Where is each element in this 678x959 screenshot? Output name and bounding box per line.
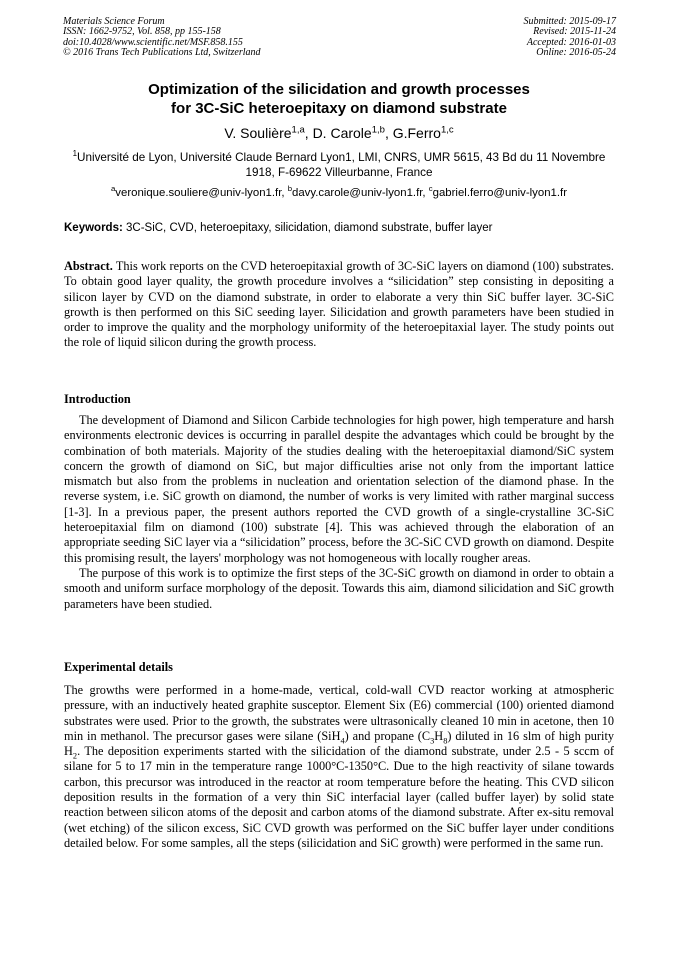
subscript: 8: [443, 736, 448, 746]
abstract-label: Abstract.: [64, 259, 113, 273]
keywords-text: 3C-SiC, CVD, heteroepitaxy, silicidation, diamond substrate, buffer layer: [126, 222, 493, 234]
accepted-date: Accepted: 2016-01-03: [526, 36, 616, 48]
copyright-line: © 2016 Trans Tech Publications Ltd, Switzerland: [63, 46, 261, 58]
author-affiliation-marker: 1,a: [291, 124, 305, 136]
title-line-2: for 3C-SiC heteroepitaxy on diamond substrate: [171, 99, 507, 117]
subscript: 3: [430, 736, 435, 746]
email-marker: a: [110, 184, 116, 194]
author-affiliation-marker: 1,b: [371, 124, 385, 136]
section-heading-experimental: Experimental details: [64, 660, 173, 674]
issn-line: ISSN: 1662-9752, Vol. 858, pp 155-158: [63, 26, 221, 38]
text-run: The growths were performed in a home-made, vertical, cold-wall CVD reactor working at atmospheric pressure, with an inductively heated graphite susceptor. Element Six (E6) commercial (100) oriented diamond substrates were used. Prior to the growth, the substrates were ultrasonically cleaned 10 min in acetone, then 10 min in methanol. The precursor gases were silane (SiH: [64, 683, 614, 743]
text-run: H: [434, 728, 444, 743]
abstract: [64, 259, 614, 351]
subscript: 2: [72, 751, 78, 761]
paper-title: [0, 81, 678, 118]
author-name: G.Ferro: [392, 125, 441, 141]
subscript: 4: [340, 736, 345, 746]
author-name: D. Carole: [312, 125, 372, 141]
text-run: ) diluted in 16 slm of high purity H: [64, 728, 615, 759]
doi-line[interactable]: doi:10.4028/www.scientific.net/MSF.858.155: [63, 36, 243, 48]
introduction-section: [64, 413, 614, 612]
email-marker: c: [428, 184, 433, 194]
title-line-1: Optimization of the silicidation and growth processes: [148, 81, 530, 98]
journal-info: [63, 17, 261, 58]
email-address[interactable]: veronique.souliere@univ-lyon1.fr: [115, 187, 282, 199]
keywords-label: Keywords:: [64, 222, 123, 234]
email-marker: b: [287, 184, 293, 194]
keywords: [64, 221, 616, 236]
paragraph: [64, 683, 614, 851]
author-name: V. Soulière: [224, 125, 292, 141]
paragraph: The purpose of this work is to optimize the first steps of the 3C-SiC growth on diamond in order to obtain a smooth and uniform surface morphology of the deposit. Towards this aim, diamond silicidation and SiC growth parameters have been studied.: [64, 565, 614, 611]
affiliation: [70, 150, 608, 181]
submission-dates: [524, 17, 617, 58]
author-affiliation-marker: 1,c: [440, 124, 454, 136]
paragraph: The development of Diamond and Silicon Carbide technologies for high power, high temperature and harsh environments electronic devices is occurring in parallel despite the advantages which could be brought by the combination of both materials. Majority of the studies dealing with the heteroepitaxial diamond/SiC system concern the growth of diamond on SiC, but major difficulties arise not only from the important lattice mismatch but also from the problems in nucleation and orientation selection of the diamond phase. In the reverse system, i.e. SiC growth on diamond, the number of works is very limited with rather marginal success [1-3]. In a previous paper, the present authors reported the CVD growth of a single-crystalline 3C-SiC heteroepitaxial film on diamond (100) substrate [4]. This was achieved through the elaboration of an appropriate seeding SiC layer via a “silicidation” process, before the 3C-SiC CVD growth on diamond. Despite this promising result, the layers' morphology was not homogeneous with locally rougher areas.: [64, 413, 614, 565]
text-run: . The deposition experiments started with the silicidation of the diamond substrate, under 2.5 - 5 sccm of silane for 5 to 17 min in the temperature range 1000°C-1350°C. Due to the high reactivity of silane towards carbon, this precursor was introduced in the reactor at room temperature before the heating. This CVD silicon deposition results in the formation of a very thin SiC interfacial layer (called buffer layer) by solid state reaction between silicon atoms of the deposit and carbon atoms of the diamond substrate. After ex-situ removal (wet etching) of the silicon excess, SiC CVD growth was performed on the SiC buffer layer under conditions detailed below. For some samples, all the steps (silicidation and SiC growth) were performed in the same run.: [64, 744, 614, 850]
email-address[interactable]: davy.carole@univ-lyon1.fr: [292, 187, 423, 199]
email-address[interactable]: gabriel.ferro@univ-lyon1.fr: [432, 187, 568, 199]
author-list: V. Soulière$^{1,a}$, D. Carole$^{1,b}$, G.Ferro$^{1,c}$: [224, 124, 454, 141]
abstract-text: This work reports on the CVD heteroepitaxial growth of 3C-SiC layers on diamond (100) substrates. To obtain good layer quality, the growth procedure involves a “silicidation” step consisting in depositing a silicon layer by CVD on the diamond substrate, in order to elaborate a very thin SiC buffer layer. 3C-SiC growth is then performed on this SiC seeding layer. Silicidation and growth parameters have been studied in order to improve the quality and the morphology uniformity of the heteroepitaxial layer. The study points out the role of liquid silicon during the growth process.: [64, 259, 615, 350]
journal-name: Materials Science Forum: [63, 16, 165, 27]
submitted-date: Submitted: 2015-09-17: [523, 16, 616, 27]
affiliation-text: Université de Lyon, Université Claude Bernard Lyon1, LMI, CNRS, UMR 5615, 43 Bd du 11 Novembre 1918, F-69622 Villeurbanne, France: [77, 151, 606, 180]
author-emails: $^a$veronique.souliere@univ-lyon1.fr, $^b$davy.carole@univ-lyon1.fr, $^c$gabriel.ferro@univ-lyon1.fr: [110, 184, 568, 199]
revised-date: Revised: 2015-11-24: [533, 26, 616, 38]
section-heading-introduction: Introduction: [64, 392, 131, 406]
affiliation-marker: 1: [72, 149, 78, 159]
online-date: Online: 2016-05-24: [536, 46, 616, 58]
text-run: ) and propane (C: [344, 728, 431, 743]
experimental-section: [64, 683, 614, 851]
